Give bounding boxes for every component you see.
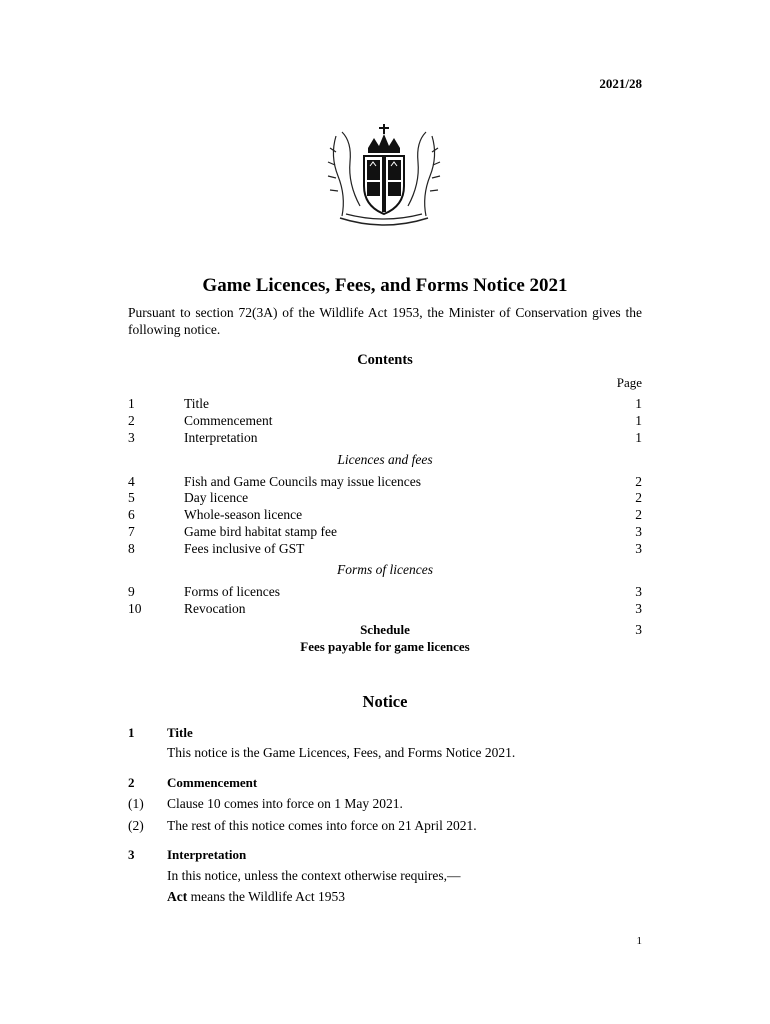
- notice-heading: Notice: [362, 692, 408, 711]
- toc-item-page: 2: [635, 507, 642, 522]
- subclause-text: The rest of this notice comes into force on 21 April 2021.: [167, 818, 477, 833]
- toc-item[interactable]: [128, 430, 642, 447]
- toc-item[interactable]: [128, 524, 642, 541]
- toc-item-number: 6: [128, 507, 135, 522]
- toc-item-page: 3: [635, 601, 642, 616]
- toc-item[interactable]: [128, 507, 642, 524]
- toc-item[interactable]: [128, 474, 642, 491]
- toc-item-number: 3: [128, 430, 135, 445]
- toc-item[interactable]: [128, 541, 642, 558]
- definition-text: means the Wildlife Act 1953: [187, 889, 346, 904]
- toc-item[interactable]: [128, 396, 642, 413]
- definition: [167, 889, 345, 905]
- toc-item-page: 1: [635, 430, 642, 445]
- document-title: Game Licences, Fees, and Forms Notice 2021: [202, 275, 568, 296]
- toc-group-heading: Licences and fees: [337, 452, 433, 467]
- notice-number: 2021/28: [599, 76, 642, 91]
- toc-item-label: Commencement: [184, 413, 273, 428]
- clause-number: 3: [128, 847, 135, 862]
- clause-text: This notice is the Game Licences, Fees, and Forms Notice 2021.: [167, 745, 516, 760]
- toc-item-label: Whole-season licence: [184, 507, 303, 522]
- toc-item-page: 2: [635, 490, 642, 505]
- toc-item-number: 10: [128, 601, 142, 616]
- coat-of-arms-icon: [322, 118, 446, 230]
- toc-item-number: 8: [128, 541, 135, 556]
- definition-term: Act: [167, 889, 188, 904]
- toc-item-number: 2: [128, 413, 135, 428]
- contents-heading: Contents: [357, 352, 413, 368]
- toc-item[interactable]: [128, 584, 642, 601]
- toc-item-number: 9: [128, 584, 135, 599]
- toc-item-number: 1: [128, 396, 135, 411]
- toc-schedule-title[interactable]: Schedule: [360, 622, 410, 637]
- clause-number: 2: [128, 775, 135, 790]
- clause-heading: Title: [167, 725, 193, 740]
- toc-item-label: Interpretation: [184, 430, 258, 445]
- toc-item-page: 1: [635, 396, 642, 411]
- preamble: Pursuant to section 72(3A) of the Wildlife Act 1953, the Minister of Conservation gives the following notice.: [128, 305, 642, 337]
- toc-item-number: 5: [128, 490, 135, 505]
- toc-item[interactable]: [128, 601, 642, 618]
- subclause-text: Clause 10 comes into force on 1 May 2021.: [167, 796, 403, 811]
- toc-item-label: Fish and Game Councils may issue licences: [184, 474, 421, 489]
- clause-heading: Commencement: [167, 775, 258, 790]
- toc-item-label: Day licence: [184, 490, 249, 505]
- toc-schedule-subtitle: Fees payable for game licences: [300, 639, 470, 654]
- subclause-number: (2): [128, 818, 144, 833]
- toc-item-label: Forms of licences: [184, 584, 280, 599]
- toc-item-label: Revocation: [184, 601, 246, 616]
- toc-item[interactable]: [128, 490, 642, 507]
- toc-schedule-page: 3: [635, 622, 642, 637]
- clause-heading: Interpretation: [167, 847, 247, 862]
- toc-item-page: 2: [635, 474, 642, 489]
- toc-group-heading: Forms of licences: [337, 562, 433, 577]
- toc-item-label: Fees inclusive of GST: [184, 541, 305, 556]
- toc-item-page: 3: [635, 524, 642, 539]
- toc-item-number: 7: [128, 524, 135, 539]
- toc-item-label: Title: [184, 396, 210, 411]
- page-number: 1: [636, 935, 642, 947]
- toc-item[interactable]: [128, 413, 642, 430]
- clause-number: 1: [128, 725, 135, 740]
- page-column-label: Page: [616, 375, 642, 390]
- toc-item-number: 4: [128, 474, 135, 489]
- toc-item-page: 1: [635, 413, 642, 428]
- toc-item-page: 3: [635, 541, 642, 556]
- toc-item-page: 3: [635, 584, 642, 599]
- subclause-number: (1): [128, 796, 144, 811]
- toc-item-label: Game bird habitat stamp fee: [184, 524, 337, 539]
- clause-text: In this notice, unless the context otherwise requires,—: [167, 868, 461, 883]
